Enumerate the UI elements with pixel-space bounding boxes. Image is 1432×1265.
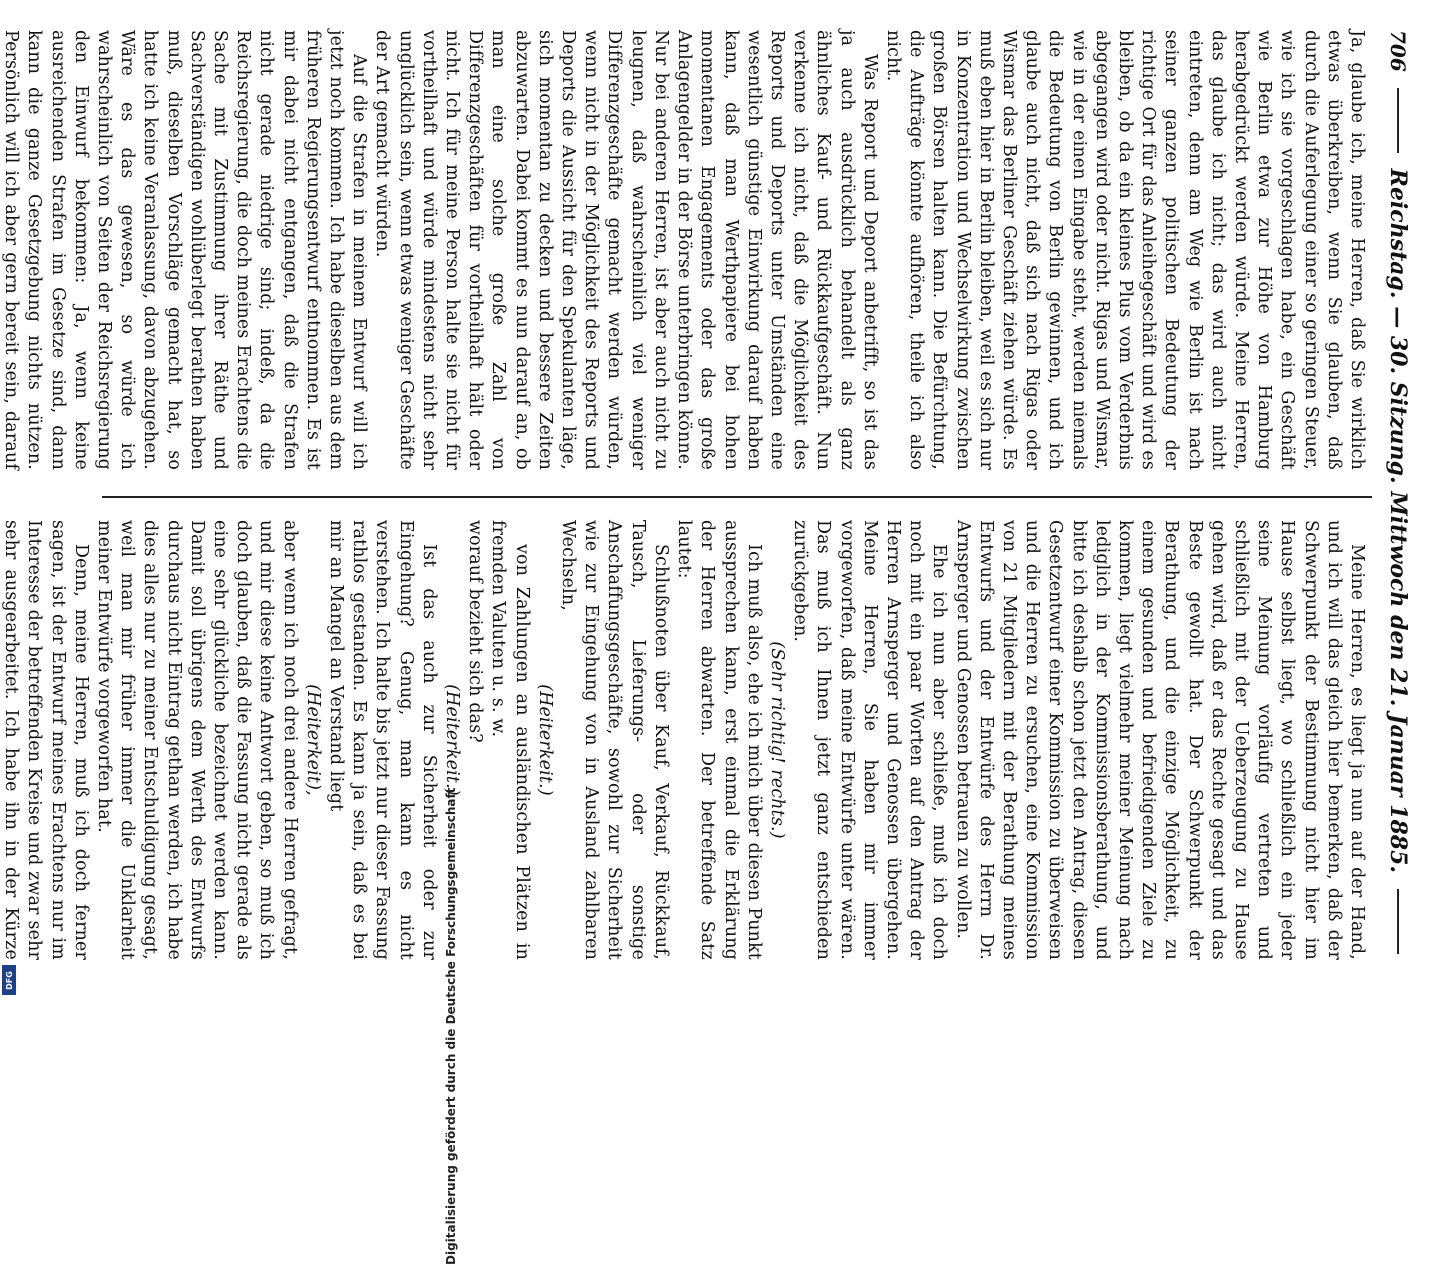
interjection: (Heiterkeit),	[302, 684, 323, 796]
interjection: (Sehr richtig! rechts.)	[766, 641, 787, 839]
quoted-text: Schlußnoten über Kauf, Verkauf, Rückkauf, Tausch, Lieferungs- oder sonstige Anschaffungsgeschäfte, sowohl zur Sicherheit wie zur Eingehung von in Ausland zahlbaren Wechseln,	[558, 520, 671, 960]
paragraph: Auf die Strafen in meinem Entwurf will ich jetzt noch kommen. Ich habe dieselben aus dem früheren Regierungsentwurf entnommen. Es ist mir dabei nicht entgangen, daß die Strafen nicht gerade niedrige sind; indeß, da die Reichsregierung, die doch meines Erachtens die Sache mit Zustimmung ihrer Räthe und Sachverständigen wohlüberlegt berathen haben muß, dieselben Vorschläge gemacht hat, so hatte ich keine Veranlassung, davon abzugehen. Wäre es das gewesen, so würde ich wahrscheinlich von Seiten der Reichsregierung den Einwurf bekommen: Ja, wenn keine ausreichenden Strafen im Gesetze sind, dann kann die ganze Gesetzgebung nichts nützen. Persönlich will ich aber gern bereit sein, darauf	[1, 30, 370, 470]
left-column	[1, 30, 1368, 470]
interjection: (Heiterkeit.)	[442, 684, 463, 796]
header-rule	[1397, 88, 1399, 153]
paragraph: aber wenn ich noch drei andere Herren gefragt, und mir diese keine Antwort geben, so muß ich doch glauben, daß die Fassung nicht gerade als eine sehr glückliche bezeichnet werden kann. Damit soll übrigens dem Werth des Entwurfs durchaus nicht Eintrag gethan werden, ich habe dies alles nur zu meiner Entschuldigung gesagt, weil man mir früher immer die Unklarheit meiner Entwürfe vorgeworfen hat.	[94, 520, 300, 960]
page-number: 706	[1386, 30, 1410, 72]
header-rule-right	[1397, 889, 1399, 954]
column-divider	[102, 496, 1372, 498]
page-title: Reichstag. — 30. Sitzung. Mittwoch den 21. Januar 1885.	[1385, 168, 1411, 874]
paragraph: Meine Herren, es liegt ja nun auf der Hand, und ich will das gleich hier bemerken, daß der Schwerpunkt der Bestimmung nicht hier im Hause selbst liegt, wo schließlich ein jeder seine Meinung vorläufig vertreten und schließlich mit der Ueberzeugung zu Hause gehen wird, daß er das Rechte gesagt und das Beste gewollt hat. Der Schwerpunkt der Berathung, und die einzige Möglichkeit, zu einem gesunden und befriedigenden Ziele zu kommen, liegt vielmehr meiner Meinung nach lediglich in der Kommissionsberathung, und bitte ich deshalb schon jetzt den Antrag, diesen Gesetzentwurf einer Kommission zu überweisen und die Herren zu ersuchen, eine Kommission von 21 Mitgliedern mit der Berathung meines Entwurfs und der Entwürfe des Herrn Dr. Arnsperger und Genossen betrauen zu wollen.	[952, 520, 1367, 960]
digitization-note: Digitalisierung gefördert durch die Deutsche Forschungsgemeinschaft	[444, 787, 458, 1265]
dfg-logo: DFG	[2, 965, 16, 995]
paragraph: Ja, glaube ich, meine Herren, daß Sie wirklich etwas überkreiben, wenn Sie glauben, daß durch die Auferlegung einer so geringen Steuer, wie ich sie vorgeschlagen habe, ein Geschäft wie Berlin etwa zur Höhe von Hamburg herabgedrückt werden würde. Meine Herren, das glaube ich nicht; das wird auch nicht eintreten, denn am Weg wie Berlin ist nach seiner ganzen politischen Bedeutung der richtige Ort für das Anleihegeschäft und wird es bleiben, ob da ein kleines Plus vom Verderbnis abgegangen wird oder nicht. Rigas und Wismar, wie in der einen Eingabe steht, werden niemals die Bedeutung von Berlin gewinnen, und ich glaube auch nicht, daß sich nach Rigas oder Wismar das Berliner Geschäft ziehen würde. Es muß eben hier in Berlin bleiben, weil es sich nur in Konzentration und Wechselwirkung zwischen großen Börsen halten kann. Die Befürchtung, die Aufträge könnte aufhören, theile ich also nicht.	[882, 30, 1367, 470]
paragraph: Denn, meine Herren, muß ich doch ferner sagen, ist der Entwurf meines Erachtens nur im Interesse der betreffenden Kreise und zwar sehr sehr ausgearbeitet. Ich habe ihn in der Kürze	[1, 520, 91, 960]
paragraph: Ist das auch zur Sicherheit oder zur Eingehung? Genug, man kann es nicht verstehen. Ich halte bis jetzt nur dieser Fassung rathlos gestanden. Es kann ja sein, daß es bei mir an Mangel an Verstand liegt	[326, 520, 439, 960]
page-header	[1378, 30, 1418, 970]
paragraph: Ehe ich nun aber schließe, muß ich doch noch mit ein paar Worten auf den Antrag der Herren Arnsperger und Genossen übergehen. Meine Herren, Sie haben mir immer vorgeworfen, daß meine Entwürfe unter wären. Das muß ich Ihnen jetzt ganz entschieden zurückgeben.	[790, 520, 950, 960]
paragraph: worauf bezieht sich das?	[465, 520, 486, 743]
right-column	[1, 520, 1368, 960]
interjection: (Heiterkeit.)	[534, 684, 555, 796]
paragraph: Ich muß also, ehe ich mich über diesen Punkt aussprechen kann, erst einmal die Erklärung der Herren abwarten. Der betreffende Satz lautet:	[674, 520, 764, 960]
quoted-text: von Zahlungen an ausländischen Plätzen in fremden Valuten u. s. w.	[488, 520, 532, 960]
paragraph: Was Report und Deport anbetrifft, so ist das ja auch ausdrücklich behandelt als ganz ähnliches Kauf- und Rückkaufgeschäft. Nun verkenne ich nicht, daß die Möglichkeit des Reports und Deports unter Umständen eine wesentlich günstige Einwirkung darauf haben kann, daß man Werthpapiere bei hohen momentanen Engagements oder das große Anlagengelder in der Börse unterbringen könne. Nur bei anderen Herren, ist aber auch nicht zu leugnen, daß wahrscheinlich viel weniger Differenzgeschäfte gemacht werden würden, wenn nicht in der Möglichkeit des Reports und Deports die Aussicht für den Spekulanten läge, sich momentan zu decken und bessere Zeiten abzuwarten. Dabei kommt es nun darauf an, ob man eine solche große Zahl von Differenzgeschäften für vortheilhaft hält oder nicht. Ich für meine Person halte sie nicht für vortheilhaft und würde mindestens nicht sehr unglücklich sein, wenn etwas weniger Geschäfte der Art gemacht würden.	[372, 30, 880, 470]
